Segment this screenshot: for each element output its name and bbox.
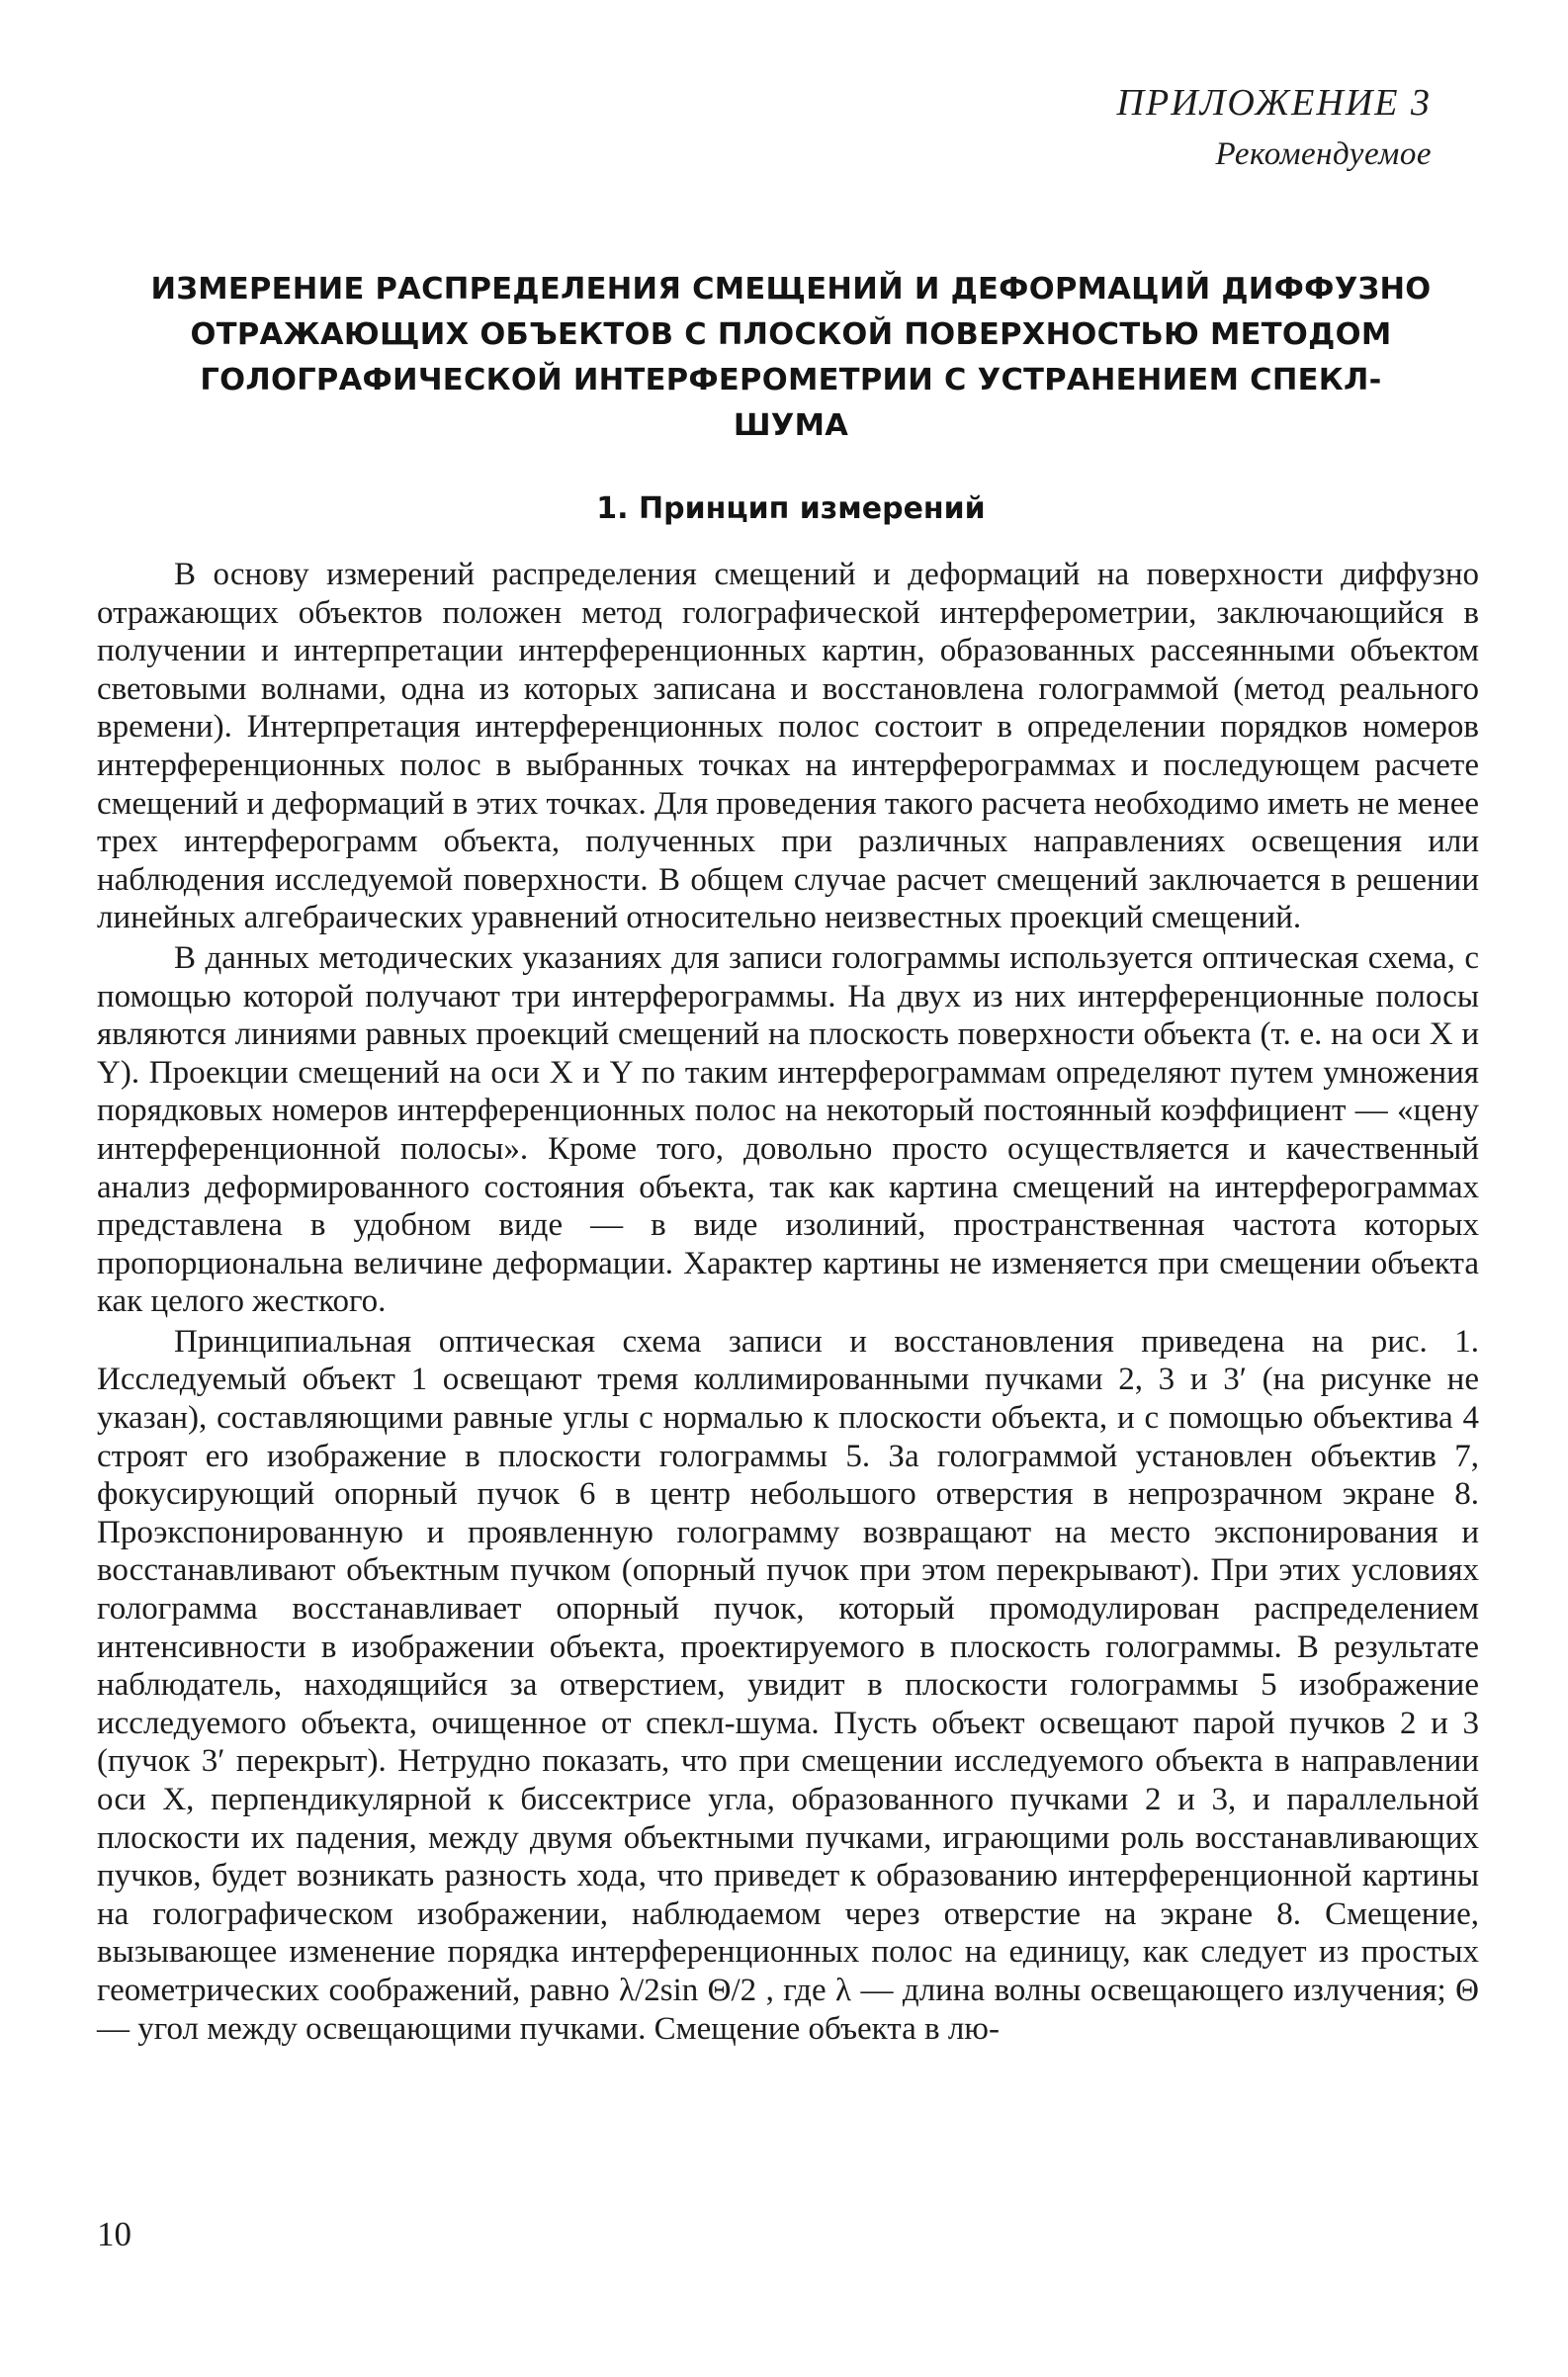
body-text bbox=[97, 556, 1479, 2048]
appendix-status: Рекомендуемое bbox=[1215, 136, 1432, 172]
page-number: 10 bbox=[97, 2215, 131, 2253]
appendix-header bbox=[1117, 77, 1432, 180]
paragraph: В данных методических указаниях для записи голограммы используется оптическая схема, с помощью которой получают три интерферограммы. На двух из них интерференционные полосы являются линиями равных проекций смещений на плоскость поверхности объекта (т. е. на оси X и Y). Проекции смещений на оси X и Y по таким интерферограммам определяют путем умножения порядковых номеров интерференционных полос на некоторый постоянный коэффициент — «цену интерференционной полосы». Кроме того, довольно просто осуществляется и качественный анализ деформированного состояния объекта, так как картина смещений на интерферограммах представлена в удобном виде — в виде изолиний, пространственная частота которых пропорциональна величине деформации. Характер картины не изменяется при смещении объекта как целого жесткого. bbox=[97, 939, 1479, 1320]
appendix-label: ПРИЛОЖЕНИЕ 3 bbox=[1116, 82, 1432, 124]
paragraph: В основу измерений распределения смещений и деформаций на поверхности диффузно отражающих объектов положен метод голографической интерферометрии, заключающийся в получении и интерпретации интерференционных картин, образованных рассеянными объектом световыми волнами, одна из которых записана и восстановлена голограммой (метод реального времени). Интерпретация интерференционных полос состоит в определении порядков номеров интерференционных полос в выбранных точках на интерферограммах и последующем расчете смещений и деформаций в этих точках. Для проведения такого расчета необходимо иметь не менее трех интерферограмм объекта, полученных при различных направлениях освещения или наблюдения исследуемой поверхности. В общем случае расчет смещений заключается в решении линейных алгебраических уравнений относительно неизвестных проекций смещений. bbox=[97, 557, 1479, 936]
paragraph: Принципиальная оптическая схема записи и восстановления приведена на рис. 1. Исследуемый объект 1 освещают тремя коллимированными пучками 2, 3 и 3′ (на рисунке не указан), составляющими равные углы с нормалью к плоскости объекта, и с помощью объектива 4 строят его изображение в плоскости голограммы 5. За голограммой установлен объектив 7, фокусирующий опорный пучок 6 в центр небольшого отверстия в непрозрачном экране 8. Проэкспонированную и проявленную голограмму возвращают на место экспонирования и восстанавливают объектным пучком (опорный пучок при этом перекрывают). При этих условиях голограмма восстанавливает опорный пучок, который промодулирован распределением интенсивности в изображении объекта, проектируемого в плоскость голограммы. В результате наблюдатель, находящийся за отверстием, увидит в плоскости голограммы 5 изображение исследуемого объекта, очищенное от спекл-шума. Пусть объект освещают парой пучков 2 и 3 (пучок 3′ перекрыт). Нетрудно показать, что при смещении исследуемого объекта в направлении оси X, перпендикулярной к биссектрисе угла, образованного пучками 2 и 3, и параллельной плоскости их падения, между двумя объектными пучками, играющими роль восстанавливающих пучков, будет возникать разность хода, что приведет к образованию интерференционной картины на голографическом изображении, наблюдаемом через отверстие на экране 8. Смещение, вызывающее изменение порядка интерференционных полос на единицу, как следует из простых геометрических соображений, равно λ/2sin Θ/2 , где λ — длина волны освещающего излучения; Θ — угол между освещающими пучками. Смещение объекта в лю- bbox=[97, 1323, 1479, 2047]
document-title: ИЗМЕРЕНИЕ РАСПРЕДЕЛЕНИЯ СМЕЩЕНИЙ И ДЕФОРМАЦИЙ ДИФФУЗНО ОТРАЖАЮЩИХ ОБЪЕКТОВ С ПЛОСКОЙ ПОВЕРХНОСТЬЮ МЕТОДОМ ГОЛОГРАФИЧЕСКОЙ ИНТЕРФЕРОМЕТРИИ С УСТРАНЕНИЕМ СПЕКЛ-ШУМА bbox=[150, 272, 1432, 443]
section-heading: 1. Принцип измерений bbox=[596, 491, 986, 526]
